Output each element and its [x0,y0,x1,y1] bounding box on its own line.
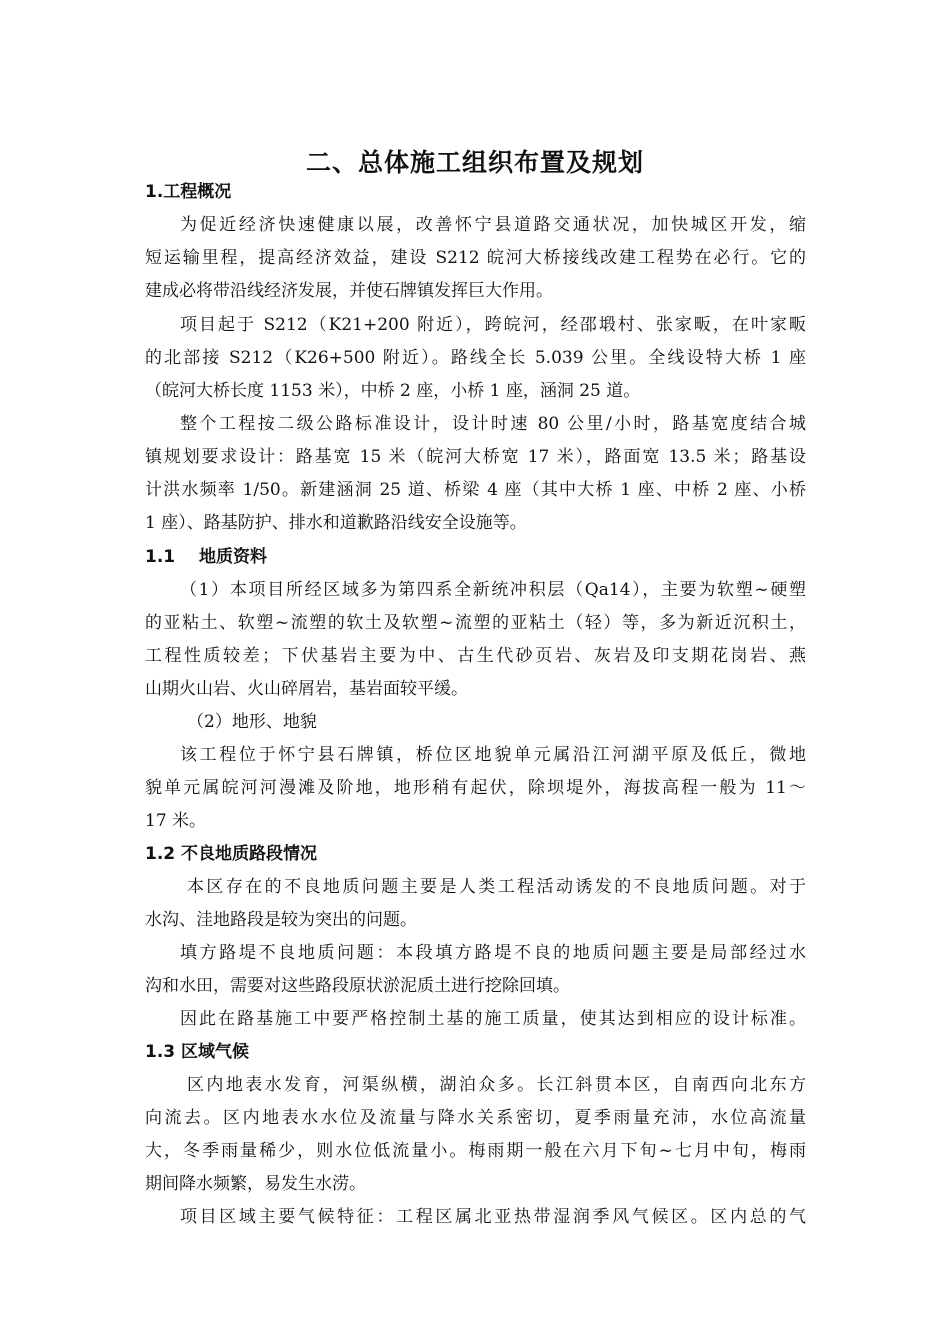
paragraph-line: 沟和水田，需要对这些路段原状淤泥质土进行挖除回填。 [145,976,570,996]
section-heading-1: 1.工程概况 [145,182,232,202]
page-title: 二、总体施工组织布置及规划 [305,148,644,177]
paragraph-line: 工程性质较差；下伏基岩主要为中、古生代砂页岩、灰岩及印支期花岗岩、燕 [145,646,806,666]
section-number: 1.1 [145,547,176,567]
paragraph-line: 镇规划要求设计：路基宽 15 米（皖河大桥宽 17 米），路面宽 13.5 米；路基设 [145,447,806,467]
paragraph-line: 为促近经济快速健康以展，改善怀宁县道路交通状况，加快城区开发，缩 [180,215,806,235]
paragraph-line: 项目起于 S212（K21+200 附近），跨皖河，经邵塅村、张家畈，在叶家畈 [180,315,806,335]
section-heading-1-1 [145,546,267,568]
paragraph-line: 短运输里程，提高经济效益，建设 S212 皖河大桥接线改建工程势在必行。它的 [145,248,806,268]
paragraph-line: 的亚粘土、软塑~流塑的软土及软塑~流塑的亚粘土（轻）等，多为新近沉积土， [145,613,806,633]
paragraph-line: 该工程位于怀宁县石牌镇，桥位区地貌单元属沿江河湖平原及低丘，微地 [180,745,806,765]
paragraph-line: 17 米。 [145,811,207,831]
paragraph-line: 貌单元属皖河河漫滩及阶地，地形稍有起伏，除坝堤外，海拔高程一般为 11～ [145,778,806,798]
paragraph-line: （1）本项目所经区域多为第四系全新统冲积层（Qa14），主要为软塑~硬塑 [180,580,806,600]
paragraph-line: 期间降水频繁，易发生水涝。 [145,1174,366,1194]
section-heading-1-2: 1.2 不良地质路段情况 [145,844,318,864]
paragraph-line: 区内地表水发育，河渠纵横，湖泊众多。长江斜贯本区，自南西向北东方 [187,1075,806,1095]
paragraph-line: 计洪水频率 1/50。新建涵洞 25 道、桥梁 4 座（其中大桥 1 座、中桥 2 座、小桥 [145,480,806,500]
paragraph-line: 向流去。区内地表水水位及流量与降水关系密切，夏季雨量充沛，水位高流量 [145,1108,806,1128]
paragraph-line: 整个工程按二级公路标准设计，设计时速 80 公里/小时，路基宽度结合城 [180,414,806,434]
paragraph-line: 本区存在的不良地质问题主要是人类工程活动诱发的不良地质问题。对于 [187,877,806,897]
paragraph-line: （2）地形、地貌 [187,712,317,732]
section-heading-1-3: 1.3 区域气候 [145,1042,250,1062]
paragraph-line: （皖河大桥长度 1153 米），中桥 2 座，小桥 1 座，涵洞 25 道。 [145,381,641,401]
paragraph-line: 填方路堤不良地质问题：本段填方路堤不良的地质问题主要是局部经过水 [180,943,806,963]
paragraph-line: 水沟、洼地路段是较为突出的问题。 [145,910,417,930]
paragraph-line: 项目区域主要气候特征：工程区属北亚热带湿润季风气候区。区内总的气 [180,1207,806,1227]
paragraph-line: 因此在路基施工中要严格控制土基的施工质量，使其达到相应的设计标准。 [180,1009,806,1029]
paragraph-line: 1 座）、路基防护、排水和道歉路沿线安全设施等。 [145,513,527,533]
paragraph-line: 山期火山岩、火山碎屑岩，基岩面较平缓。 [145,679,468,699]
paragraph-line: 建成必将带沿线经济发展，并使石牌镇发挥巨大作用。 [145,281,553,301]
paragraph-line: 大，冬季雨量稀少，则水位低流量小。梅雨期一般在六月下旬~七月中旬，梅雨 [145,1141,806,1161]
paragraph-line: 的北部接 S212（K26+500 附近）。路线全长 5.039 公里。全线设特大桥 1 座 [145,348,806,368]
section-title: 地质资料 [199,547,267,567]
